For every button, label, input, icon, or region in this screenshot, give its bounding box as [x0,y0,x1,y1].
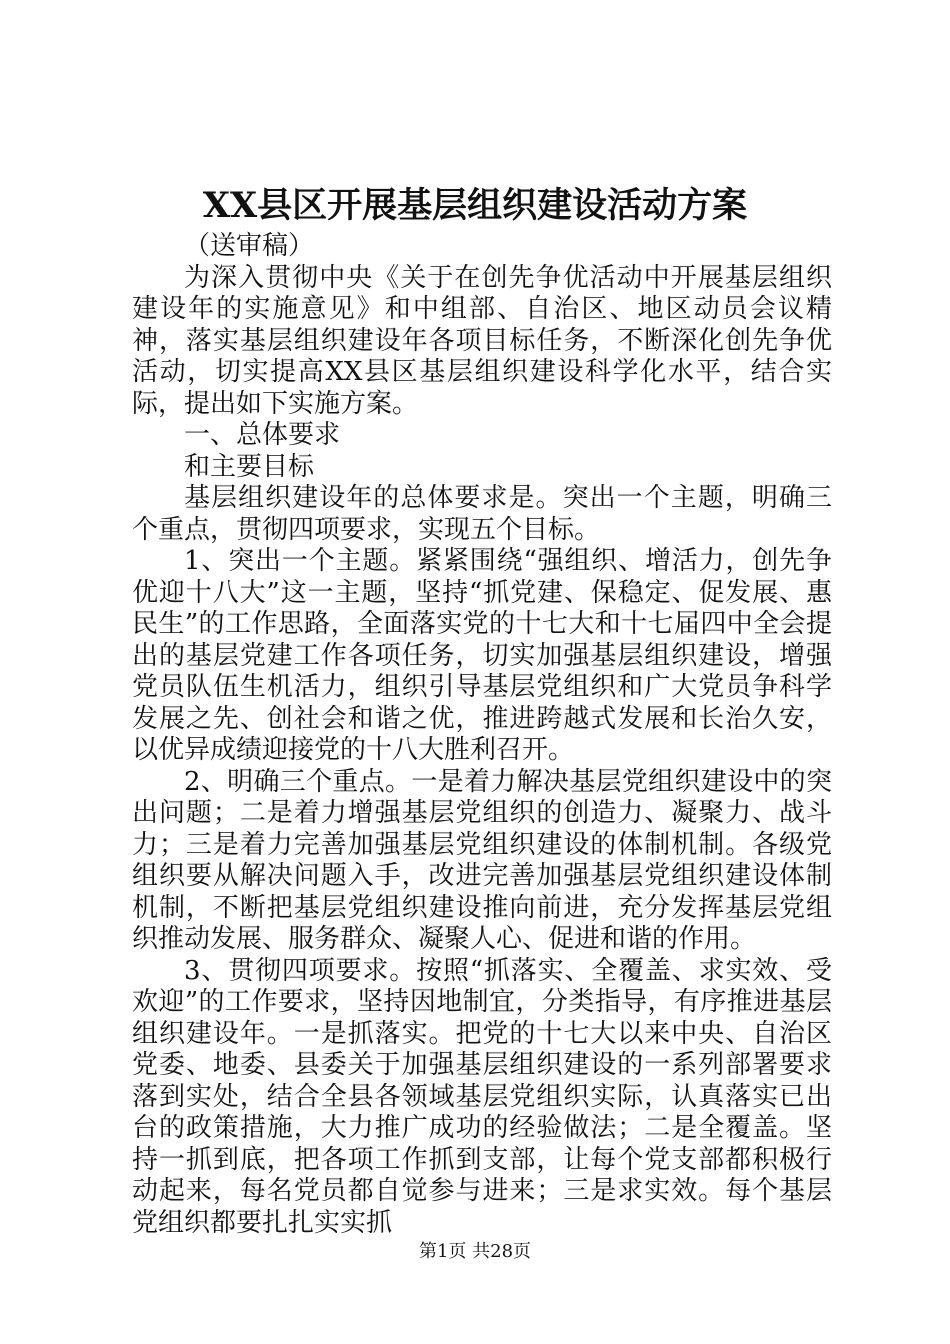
document-title: XX县区开展基层组织建设活动方案 [202,185,748,226]
paragraph-intro: 为深入贯彻中央《关于在创先争优活动中开展基层组织建设年的实施意见》和中组部、自治区、地区动员会议精神，落实基层组织建设年各项目标任务，不断深化创先争优活动，切实提高XX县区基层组织建设科学化水平，结合实际，提出如下实施方案。 [132,262,832,419]
section-heading-1: 一、总体要求 [184,420,341,450]
document-body [132,231,832,1239]
paragraph-item-1: 1、突出一个主题。紧紧围绕“强组织、增活力，创先争优迎十八大”这一主题，坚持“抓党建、保稳定、促发展、惠民生”的工作思路，全面落实党的十七大和十七届四中全会提出的基层党建工作各项任务，切实加强基层组织建设，增强党员队伍生机活力，组织引导基层党组织和广大党员争科学发展之先、创社会和谐之优，推进跨越式发展和长治久安，以优异成绩迎接党的十八大胜利召开。 [132,546,832,765]
page-number-footer: 第1页 共28页 [418,1241,532,1262]
paragraph-overall-requirement: 基层组织建设年的总体要求是。突出一个主题，明确三个重点，贯彻四项要求，实现五个目标。 [132,483,832,545]
paragraph-draft-note: （送审稿） [184,231,315,261]
paragraph-item-2: 2、明确三个重点。一是着力解决基层党组织建设中的突出问题；二是着力增强基层党组织的创造力、凝聚力、战斗力；三是着力完善加强基层党组织建设的体制机制。各级党组织要从解决问题入手，改进完善加强基层党组织建设体制机制，不断把基层党组织建设推向前进，充分发挥基层党组织推动发展、服务群众、凝聚人心、促进和谐的作用。 [132,766,832,954]
section-heading-1-cont: 和主要目标 [184,451,315,482]
paragraph-item-3: 3、贯彻四项要求。按照“抓落实、全覆盖、求实效、受欢迎”的工作要求，坚持因地制宜，分类指导，有序推进基层组织建设年。一是抓落实。把党的十七大以来中央、自治区党委、地委、县委关于加强基层组织建设的一系列部署要求落到实处，结合全县各领域基层党组织实际，认真落实已出台的政策措施，大力推广成功的经验做法；二是全覆盖。坚持一抓到底，把各项工作抓到支部，让每个党支部都积极行动起来，每名党员都自觉参与进来；三是求实效。每个基层党组织都要扎扎实实抓 [132,955,832,1238]
